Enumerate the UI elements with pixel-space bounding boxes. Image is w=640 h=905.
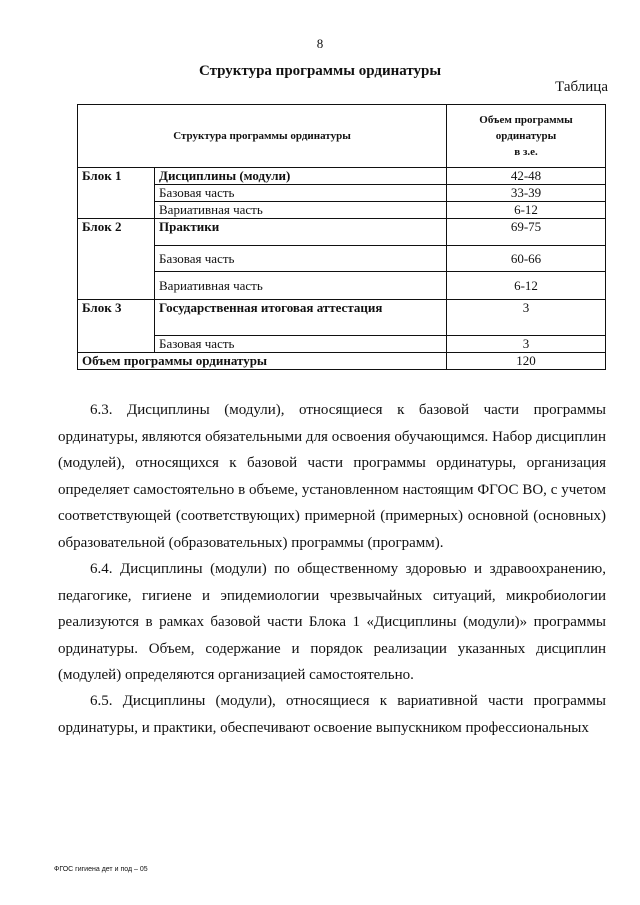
table-header-row — [78, 105, 606, 168]
header-volume-line: ординатуры — [495, 130, 557, 142]
row-value: 60-66 — [447, 246, 606, 272]
row-value: 42-48 — [447, 168, 606, 185]
row-name: Базовая часть — [155, 336, 447, 353]
paragraph-6-4 — [58, 556, 606, 689]
table-row — [78, 336, 606, 353]
total-value: 120 — [447, 353, 606, 370]
row-name: Вариативная часть — [155, 202, 447, 219]
block-label: Блок 3 — [78, 300, 155, 353]
row-name: Вариативная часть — [155, 272, 447, 300]
table-row — [78, 300, 606, 336]
row-name: Дисциплины (модули) — [155, 168, 447, 185]
table-total-row — [78, 353, 606, 370]
total-label: Объем программы ординатуры — [78, 353, 447, 370]
row-value: 3 — [447, 300, 606, 336]
header-structure: Структура программы ординатуры — [78, 105, 447, 168]
paragraph-text: 6.4. Дисциплины (модули) по общественному здоровью и здравоохранению, педагогике, гигиене и эпидемиологии чрезвычайных ситуаций, микробиологии реализуются в рамках базовой части Блока 1 «Дисциплины (модули)» программы ординатуры. Объем, содержание и порядок реализации указанных дисциплин (модулей) определяются организацией самостоятельно. — [58, 561, 606, 683]
footer-code: ФГОС гигиена дет и под – 05 — [54, 866, 148, 873]
paragraph-6-5 — [58, 688, 606, 741]
row-name: Практики — [155, 219, 447, 246]
table-row — [78, 168, 606, 185]
header-volume-line: Объем программы — [479, 114, 573, 126]
paragraph-text: 6.3. Дисциплины (модули), относящиеся к базовой части программы ординатуры, являются обязательными для освоения обучающимся. Набор дисциплин (модулей), относящихся к базовой части программы ординатуры, организация определяет самостоятельно в объеме, установленном настоящим ФГОС ВО, с учетом соответствующей (соответствующих) примерной (примерных) основной (основных) образовательной (образовательных) программы (программ). — [58, 402, 606, 551]
program-structure-table — [77, 104, 606, 370]
header-volume-line: в з.е. — [514, 146, 538, 158]
row-value: 69-75 — [447, 219, 606, 246]
paragraph-6-3 — [58, 397, 606, 556]
page-title: Структура программы ординатуры — [198, 63, 442, 79]
row-value: 6-12 — [447, 202, 606, 219]
row-value: 6-12 — [447, 272, 606, 300]
paragraph-text: 6.5. Дисциплины (модули), относящиеся к вариативной части программы ординатуры, и практики, обеспечивают освоение выпускником профессиональных — [58, 693, 606, 736]
row-name: Государственная итоговая аттестация — [155, 300, 447, 336]
row-value: 3 — [447, 336, 606, 353]
table-row — [78, 185, 606, 202]
header-volume — [447, 105, 606, 168]
block-label: Блок 2 — [78, 219, 155, 300]
block-label: Блок 1 — [78, 168, 155, 219]
page-number: 8 — [316, 36, 324, 51]
table-row — [78, 246, 606, 272]
table-row — [78, 202, 606, 219]
table-label: Таблица — [555, 79, 608, 95]
row-name: Базовая часть — [155, 185, 447, 202]
row-value: 33-39 — [447, 185, 606, 202]
table-row — [78, 219, 606, 246]
row-name: Базовая часть — [155, 246, 447, 272]
table-row — [78, 272, 606, 300]
